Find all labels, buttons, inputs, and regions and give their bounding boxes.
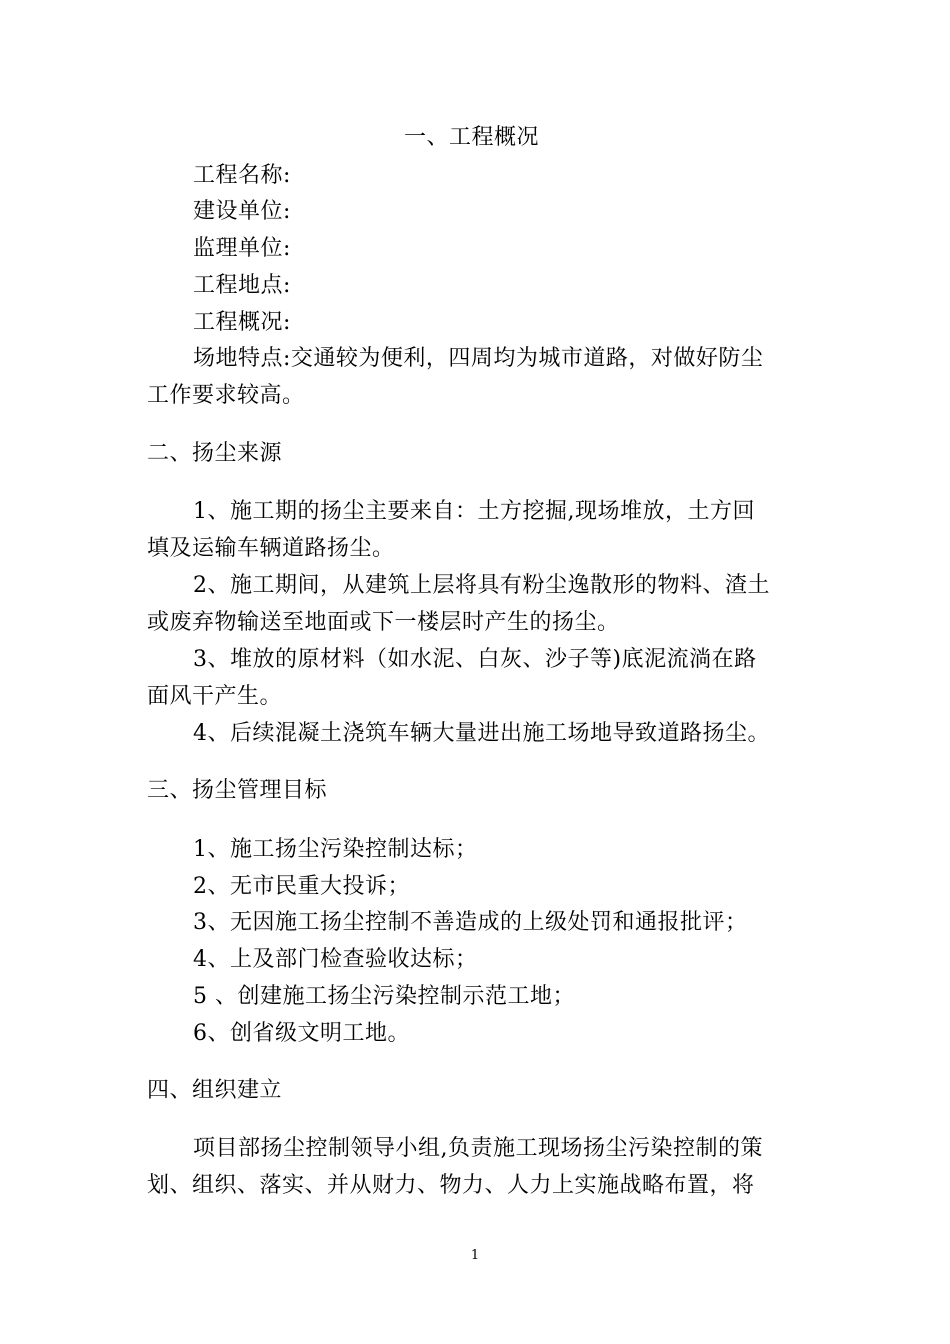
section-3-heading: 三、扬尘管理目标 xyxy=(147,778,328,803)
dust-source-line: 或废弃物输送至地面或下一楼层时产生的扬尘。 xyxy=(147,610,620,635)
goal-item: 2、无市民重大投诉； xyxy=(193,874,410,899)
dust-source-line: 填及运输车辆道路扬尘。 xyxy=(147,536,395,561)
field-supervision-unit: 监理单位: xyxy=(193,236,291,261)
goal-item: 6、创省级文明工地。 xyxy=(193,1021,410,1046)
goal-item: 3、无因施工扬尘控制不善造成的上级处罚和通报批评； xyxy=(193,910,748,935)
site-features-line-2: 工作要求较高。 xyxy=(147,383,305,408)
section-1-heading: 一、工程概况 xyxy=(404,125,540,150)
goal-item: 4、上及部门检查验收达标； xyxy=(193,947,478,972)
field-project-location: 工程地点: xyxy=(193,273,291,298)
section-4-heading: 四、组织建立 xyxy=(147,1078,283,1103)
dust-source-line: 2、施工期间，从建筑上层将具有粉尘逸散形的物料、渣土 xyxy=(193,573,770,598)
section-2-heading: 二、扬尘来源 xyxy=(147,441,283,466)
field-project-overview: 工程概况: xyxy=(193,310,291,335)
field-project-name: 工程名称: xyxy=(193,163,291,188)
organization-line: 项目部扬尘控制领导小组,负责施工现场扬尘污染控制的策 xyxy=(193,1136,763,1161)
dust-source-line: 1、施工期的扬尘主要来自：土方挖掘,现场堆放，土方回 xyxy=(193,499,755,524)
site-features-line-1: 场地特点:交通较为便利，四周均为城市道路，对做好防尘 xyxy=(193,346,764,371)
organization-line: 划、组织、落实、并从财力、物力、人力上实施战略布置，将 xyxy=(147,1173,755,1198)
goal-item: 1、施工扬尘污染控制达标； xyxy=(193,837,478,862)
goal-item: 5 、创建施工扬尘污染控制示范工地； xyxy=(193,984,575,1009)
page-number: 1 xyxy=(470,1248,480,1263)
dust-source-line: 3、堆放的原材料（如水泥、白灰、沙子等)底泥流淌在路 xyxy=(193,647,757,672)
field-construction-unit: 建设单位: xyxy=(193,199,291,224)
dust-source-line: 4、后续混凝土浇筑车辆大量进出施工场地导致道路扬尘。 xyxy=(193,721,770,746)
dust-source-line: 面风干产生。 xyxy=(147,684,283,709)
